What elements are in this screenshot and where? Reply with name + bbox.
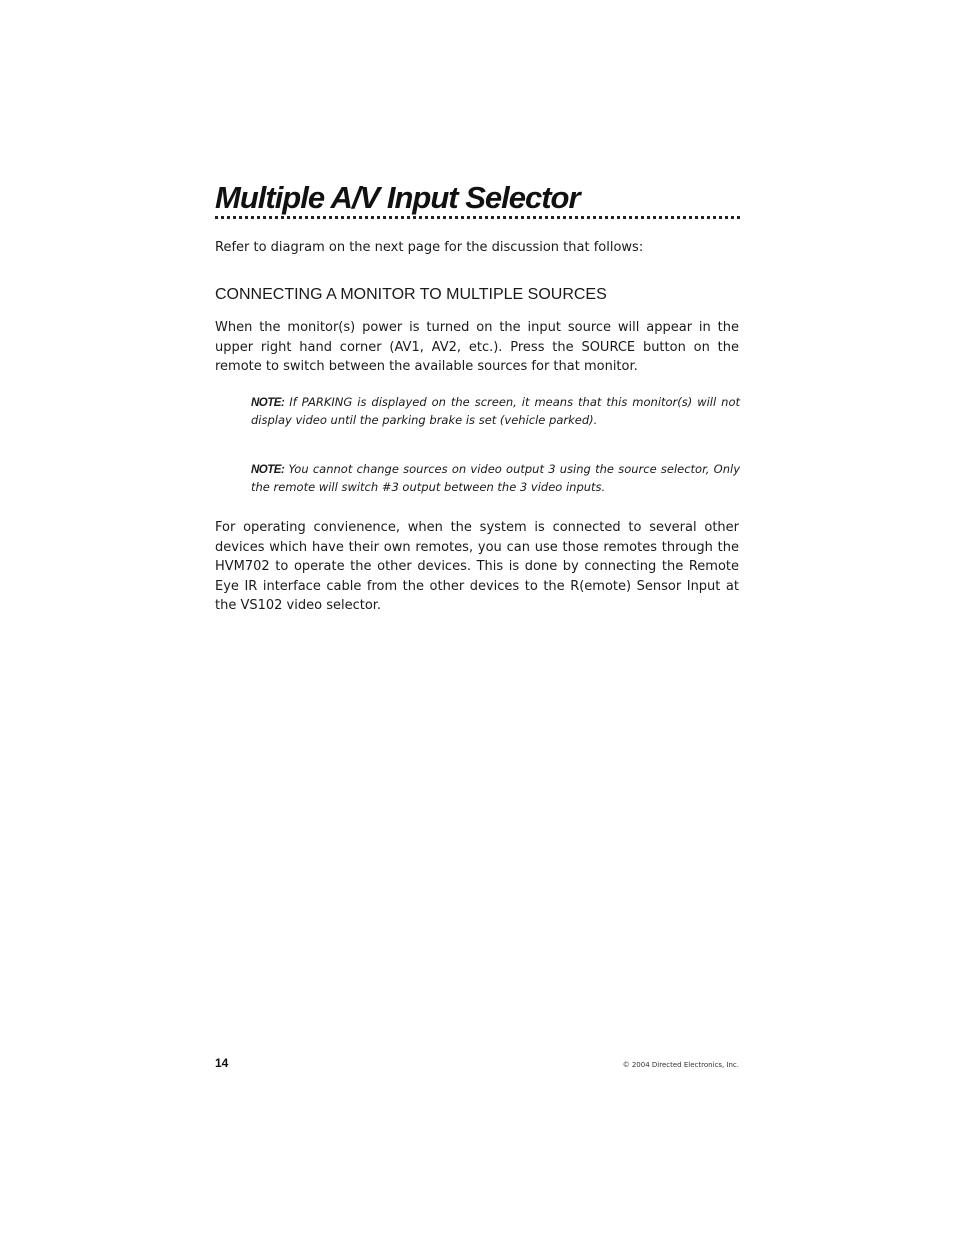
note-video-output — [251, 461, 740, 496]
title-dotted-rule — [215, 216, 740, 219]
note-text: If PARKING is displayed on the screen, it means that this monitor(s) will not display video until the parking brake is set (vehicle parked). — [251, 395, 740, 427]
paragraph-remote-eye: For operating convienence, when the system is connected to several other devices which have their own remotes, you can use those remotes through the HVM702 to operate the other devices. This is done by connecting the Remote Eye IR interface cable from the other devices to the R(emote) Sensor Input at the VS102 video selector. — [215, 520, 739, 614]
intro-text: Refer to diagram on the next page for the discussion that follows: — [215, 240, 644, 255]
page-title: Multiple A/V Input Selector — [215, 180, 580, 215]
note-text: You cannot change sources on video output 3 using the source selector, Only the remote will switch #3 output between the 3 video inputs. — [251, 462, 740, 494]
paragraph-monitor-power: When the monitor(s) power is turned on the input source will appear in the upper right hand corner (AV1, AV2, etc.). Press the SOURCE button on the remote to switch between the available sources for that monitor. — [215, 320, 739, 375]
copyright-notice: © 2004 Directed Electronics, Inc. — [622, 1061, 739, 1069]
page-number: 14 — [215, 1056, 229, 1070]
section-heading: CONNECTING A MONITOR TO MULTIPLE SOURCES — [215, 286, 607, 303]
note-label: NOTE: — [251, 397, 285, 409]
note-parking — [251, 394, 740, 429]
note-label: NOTE: — [251, 464, 285, 476]
